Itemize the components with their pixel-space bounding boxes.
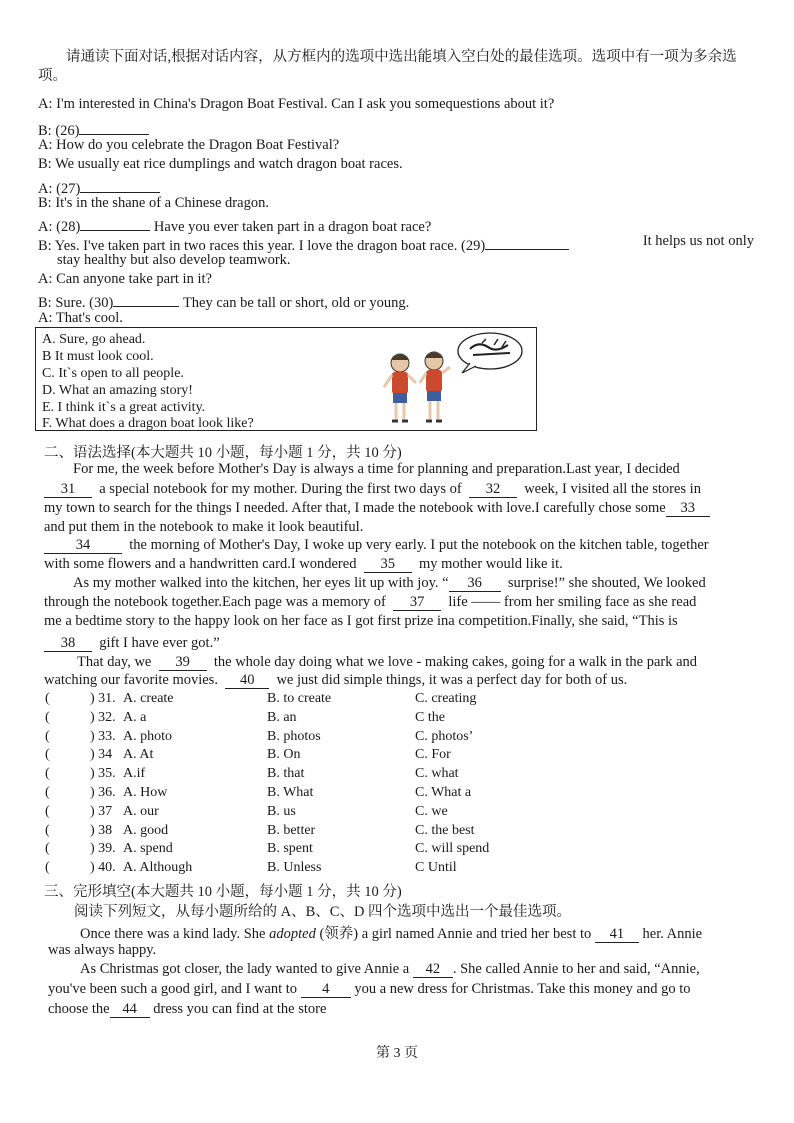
- option-b: B It must look cool.: [42, 349, 154, 364]
- option-f: F. What does a dragon boat look like?: [42, 416, 254, 431]
- dialog-line-3: A: How do you celebrate the Dragon Boat Festival?: [38, 137, 340, 153]
- dialog-line-1: A: I'm interested in China's Dragon Boat Festival. Can I ask you somequestions about it?: [38, 96, 555, 112]
- question-number: ) 39.: [90, 841, 116, 857]
- passage2-line-3: my town to search for the things I needed. After that, I made the notebook with love.I carefully chose some 33: [44, 500, 710, 517]
- option-c[interactable]: C the: [415, 709, 445, 725]
- option-a[interactable]: A. How: [123, 785, 168, 800]
- question-number: ) 40.: [90, 860, 116, 876]
- question-number: ) 36.: [90, 785, 116, 800]
- answer-paren[interactable]: (: [45, 785, 50, 800]
- dialog-line-8: B: Yes. I've taken part in two races this year. I love the dragon boat race. (29) It helps us not only: [38, 233, 754, 254]
- passage2-line-2: 31 a special notebook for my mother. During the first two days of 32 week, I visited all the stores in: [44, 481, 756, 498]
- boy-figure-icon: [384, 354, 416, 421]
- passage3-line-4: you've been such a good girl, and I want to 4 you a new dress for Christmas. Take this money and go to: [48, 981, 691, 997]
- question-number: ) 38: [90, 822, 113, 838]
- blank-40[interactable]: 40: [225, 672, 269, 689]
- passage2-line-1: For me, the week before Mother's Day is always a time for planning and preparation.Last year, I decided: [73, 461, 680, 477]
- passage3-line-2: was always happy.: [48, 942, 157, 958]
- answer-paren[interactable]: (: [45, 728, 50, 744]
- option-b[interactable]: B. spent: [267, 841, 313, 857]
- blank-35[interactable]: 35: [364, 556, 412, 573]
- answer-blank[interactable]: [80, 214, 150, 231]
- boy-figure-icon: [420, 352, 450, 421]
- answer-paren[interactable]: (: [45, 841, 50, 857]
- passage2-line-4: and put them in the notebook to make it look beautiful.: [44, 519, 364, 535]
- passage2-line-12: watching our favorite movies. 40 we just did simple things, it was a perfect day for both of us.: [44, 672, 628, 688]
- option-b[interactable]: B. photos: [267, 728, 321, 744]
- blank-32[interactable]: 32: [469, 481, 517, 498]
- blank-42[interactable]: 42: [413, 961, 453, 978]
- option-b[interactable]: B. On: [267, 747, 301, 763]
- option-b[interactable]: B. to create: [267, 691, 332, 706]
- passage3-line-5: choose the 44 dress you can find at the store: [48, 1001, 327, 1017]
- answer-paren[interactable]: (: [45, 691, 50, 706]
- option-a[interactable]: A. spend: [123, 841, 173, 857]
- option-c[interactable]: C. What a: [415, 785, 472, 800]
- option-b[interactable]: B. an: [267, 709, 297, 725]
- answer-paren[interactable]: (: [45, 709, 50, 725]
- passage3-line-3: As Christmas got closer, the lady wanted to give Annie a 42 . She called Annie to her and said, “Annie,: [80, 961, 700, 977]
- dialog-line-7: A: (28) Have you ever taken part in a dragon boat race?: [38, 214, 431, 236]
- passage2-line-8: through the notebook together.Each page was a memory of 37 life —— from her smiling face as she read: [44, 594, 697, 610]
- passage2-line-5: 34 the morning of Mother's Day, I woke up very early. I put the notebook on the kitchen table, together: [44, 537, 709, 554]
- answer-paren[interactable]: (: [45, 822, 50, 838]
- option-b[interactable]: B. us: [267, 803, 296, 819]
- answer-paren[interactable]: (: [45, 766, 50, 782]
- blank-38[interactable]: 38: [44, 635, 92, 652]
- answer-paren[interactable]: (: [45, 747, 50, 763]
- boys-talking-illustration: [378, 325, 528, 430]
- page-number: 第 3 页: [376, 1046, 418, 1061]
- option-c[interactable]: C Until: [415, 860, 457, 876]
- option-c[interactable]: C. creating: [415, 691, 477, 706]
- option-b[interactable]: B. Unless: [267, 860, 322, 876]
- blank-33[interactable]: 33: [666, 500, 710, 517]
- passage2-line-6: with some flowers and a handwritten card.I wondered 35 my mother would like it.: [44, 556, 563, 572]
- option-b[interactable]: B. What: [267, 785, 314, 800]
- question-number: ) 34: [90, 747, 113, 763]
- dialog-line-10: A: Can anyone take part in it?: [38, 271, 212, 287]
- question-number: ) 37: [90, 803, 113, 819]
- option-c[interactable]: C. what: [415, 766, 459, 782]
- answer-blank[interactable]: [79, 118, 149, 135]
- question-number: ) 32.: [90, 709, 116, 725]
- option-c[interactable]: C. will spend: [415, 841, 490, 857]
- dialog-line-6: B: It's in the shane of a Chinese dragon.: [38, 195, 269, 211]
- question-number: ) 35.: [90, 766, 116, 782]
- option-a[interactable]: A. At: [123, 747, 154, 763]
- dialog-instruction: 请通读下面对话,根据对话内容，从方框内的选项中选出能填入空白处的最佳选项。选项中有一项为多余选项。: [38, 49, 737, 84]
- option-a[interactable]: A.if: [123, 766, 146, 782]
- dialog-line-4: B: We usually eat rice dumplings and watch dragon boat races.: [38, 156, 403, 172]
- dialog-line-2: B: (26): [38, 118, 149, 140]
- option-d: D. What an amazing story!: [42, 383, 193, 398]
- dialog-line-12: A: That's cool.: [38, 310, 123, 326]
- option-a[interactable]: A. Although: [123, 860, 193, 876]
- option-e: E. I think it`s a great activity.: [42, 400, 206, 415]
- blank-36[interactable]: 36: [449, 575, 501, 592]
- section2-heading: 二、语法选择(本大题共 10 小题，每小题 1 分，共 10 分): [44, 445, 402, 461]
- section3-instruction: 阅读下列短文，从每小题所给的 A、B、C、D 四个选项中选出一个最佳选项。: [74, 904, 572, 920]
- blank-41[interactable]: 41: [595, 926, 639, 943]
- option-c: C. It`s open to all people.: [42, 366, 184, 381]
- answer-paren[interactable]: (: [45, 860, 50, 876]
- answer-paren[interactable]: (: [45, 803, 50, 819]
- option-a: A. Sure, go ahead.: [42, 332, 146, 347]
- speech-bubble-icon: [458, 333, 522, 373]
- blank-43[interactable]: 4: [301, 981, 351, 998]
- question-number: ) 33.: [90, 728, 116, 744]
- option-c[interactable]: C. For: [415, 747, 451, 763]
- blank-37[interactable]: 37: [393, 594, 441, 611]
- option-a[interactable]: A. a: [123, 709, 147, 725]
- blank-34[interactable]: 34: [44, 537, 122, 554]
- option-a[interactable]: A. create: [123, 691, 174, 706]
- passage2-line-11: That day, we 39 the whole day doing what we love - making cakes, going for a walk in the park and: [77, 654, 698, 670]
- blank-39[interactable]: 39: [159, 654, 207, 671]
- passage2-line-10: 38 gift I have ever got.”: [44, 635, 220, 652]
- option-b[interactable]: B. better: [267, 822, 316, 838]
- blank-44[interactable]: 44: [110, 1001, 150, 1018]
- passage2-line-9: me a bedtime story to the happy look on her face as I got first prize ina competition.Finally, she said, “This is: [44, 613, 678, 629]
- option-a[interactable]: A. good: [123, 822, 169, 838]
- option-c[interactable]: C. we: [415, 803, 448, 819]
- dialog-line-11: B: Sure. (30) They can be tall or short, old or young.: [38, 290, 409, 312]
- answer-blank[interactable]: [80, 176, 160, 193]
- blank-31[interactable]: 31: [44, 481, 92, 498]
- passage2-line-7: As my mother walked into the kitchen, her eyes lit up with joy. “ 36 surprise!” she shouted, We looked: [73, 575, 706, 591]
- answer-blank[interactable]: [113, 290, 179, 307]
- dialog-line-9: stay healthy but also develop teamwork.: [57, 252, 291, 268]
- passage3-line-1: Once there was a kind lady. She adopted (领养) a girl named Annie and tried her best to 41 her. Annie: [80, 926, 703, 942]
- option-c[interactable]: C. photos’: [415, 728, 474, 744]
- option-a[interactable]: A. our: [123, 803, 159, 819]
- dialog-line-5: A: (27): [38, 176, 160, 198]
- question-number: ) 31.: [90, 691, 116, 706]
- answer-blank[interactable]: [485, 233, 569, 250]
- section3-heading: 三、完形填空(本大题共 10 小题，每小题 1 分，共 10 分): [44, 884, 402, 900]
- option-b[interactable]: B. that: [267, 766, 305, 782]
- option-c[interactable]: C. the best: [415, 822, 475, 838]
- option-a[interactable]: A. photo: [123, 728, 172, 744]
